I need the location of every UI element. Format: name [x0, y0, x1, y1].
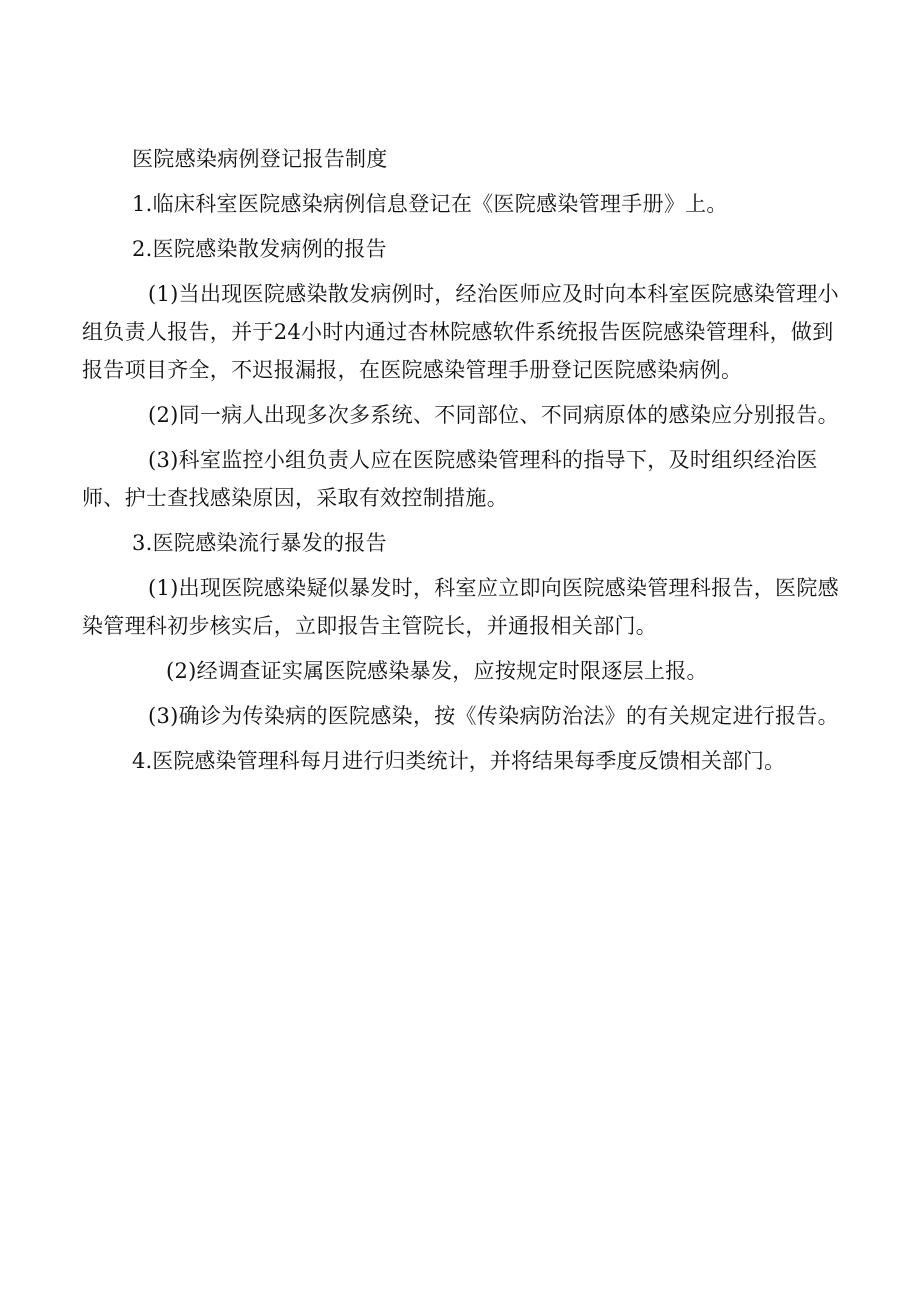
paragraph-outbreak-2: (2)经调查证实属医院感染暴发，应按规定时限逐层上报。 — [166, 659, 708, 683]
document-body — [82, 140, 842, 780]
paragraph-registration: 1.临床科室医院感染病例信息登记在《医院感染管理手册》上。 — [132, 192, 728, 216]
section-heading-outbreak: 3.医院感染流行暴发的报告 — [132, 531, 387, 555]
paragraph-sporadic-2: (2)同一病人出现多次多系统、不同部位、不同病原体的感染应分别报告。 — [148, 403, 839, 427]
section-heading-sporadic: 2.医院感染散发病例的报告 — [132, 237, 387, 261]
paragraph-statistics: 4.医院感染管理科每月进行归类统计，并将结果每季度反馈相关部门。 — [132, 749, 786, 773]
paragraph-outbreak-1: (1)出现医院感染疑似暴发时，科室应立即向医院感染管理科报告，医院感染管理科初步核实后，立即报告主管院长，并通报相关部门。 — [82, 576, 839, 638]
paragraph-outbreak-3: (3)确诊为传染病的医院感染，按《传染病防治法》的有关规定进行报告。 — [148, 704, 839, 728]
paragraph-sporadic-3: (3)科室监控小组负责人应在医院感染管理科的指导下，及时组织经治医师、护士查找感染原因，采取有效控制措施。 — [82, 448, 818, 510]
paragraph-sporadic-1: (1)当出现医院感染散发病例时，经治医师应及时向本科室医院感染管理小组负责人报告，并于24小时内通过杏林院感软件系统报告医院感染管理科，做到报告项目齐全，不迟报漏报，在医院感染管理手册登记医院感染病例。 — [82, 282, 839, 382]
document-title: 医院感染病例登记报告制度 — [132, 147, 388, 171]
